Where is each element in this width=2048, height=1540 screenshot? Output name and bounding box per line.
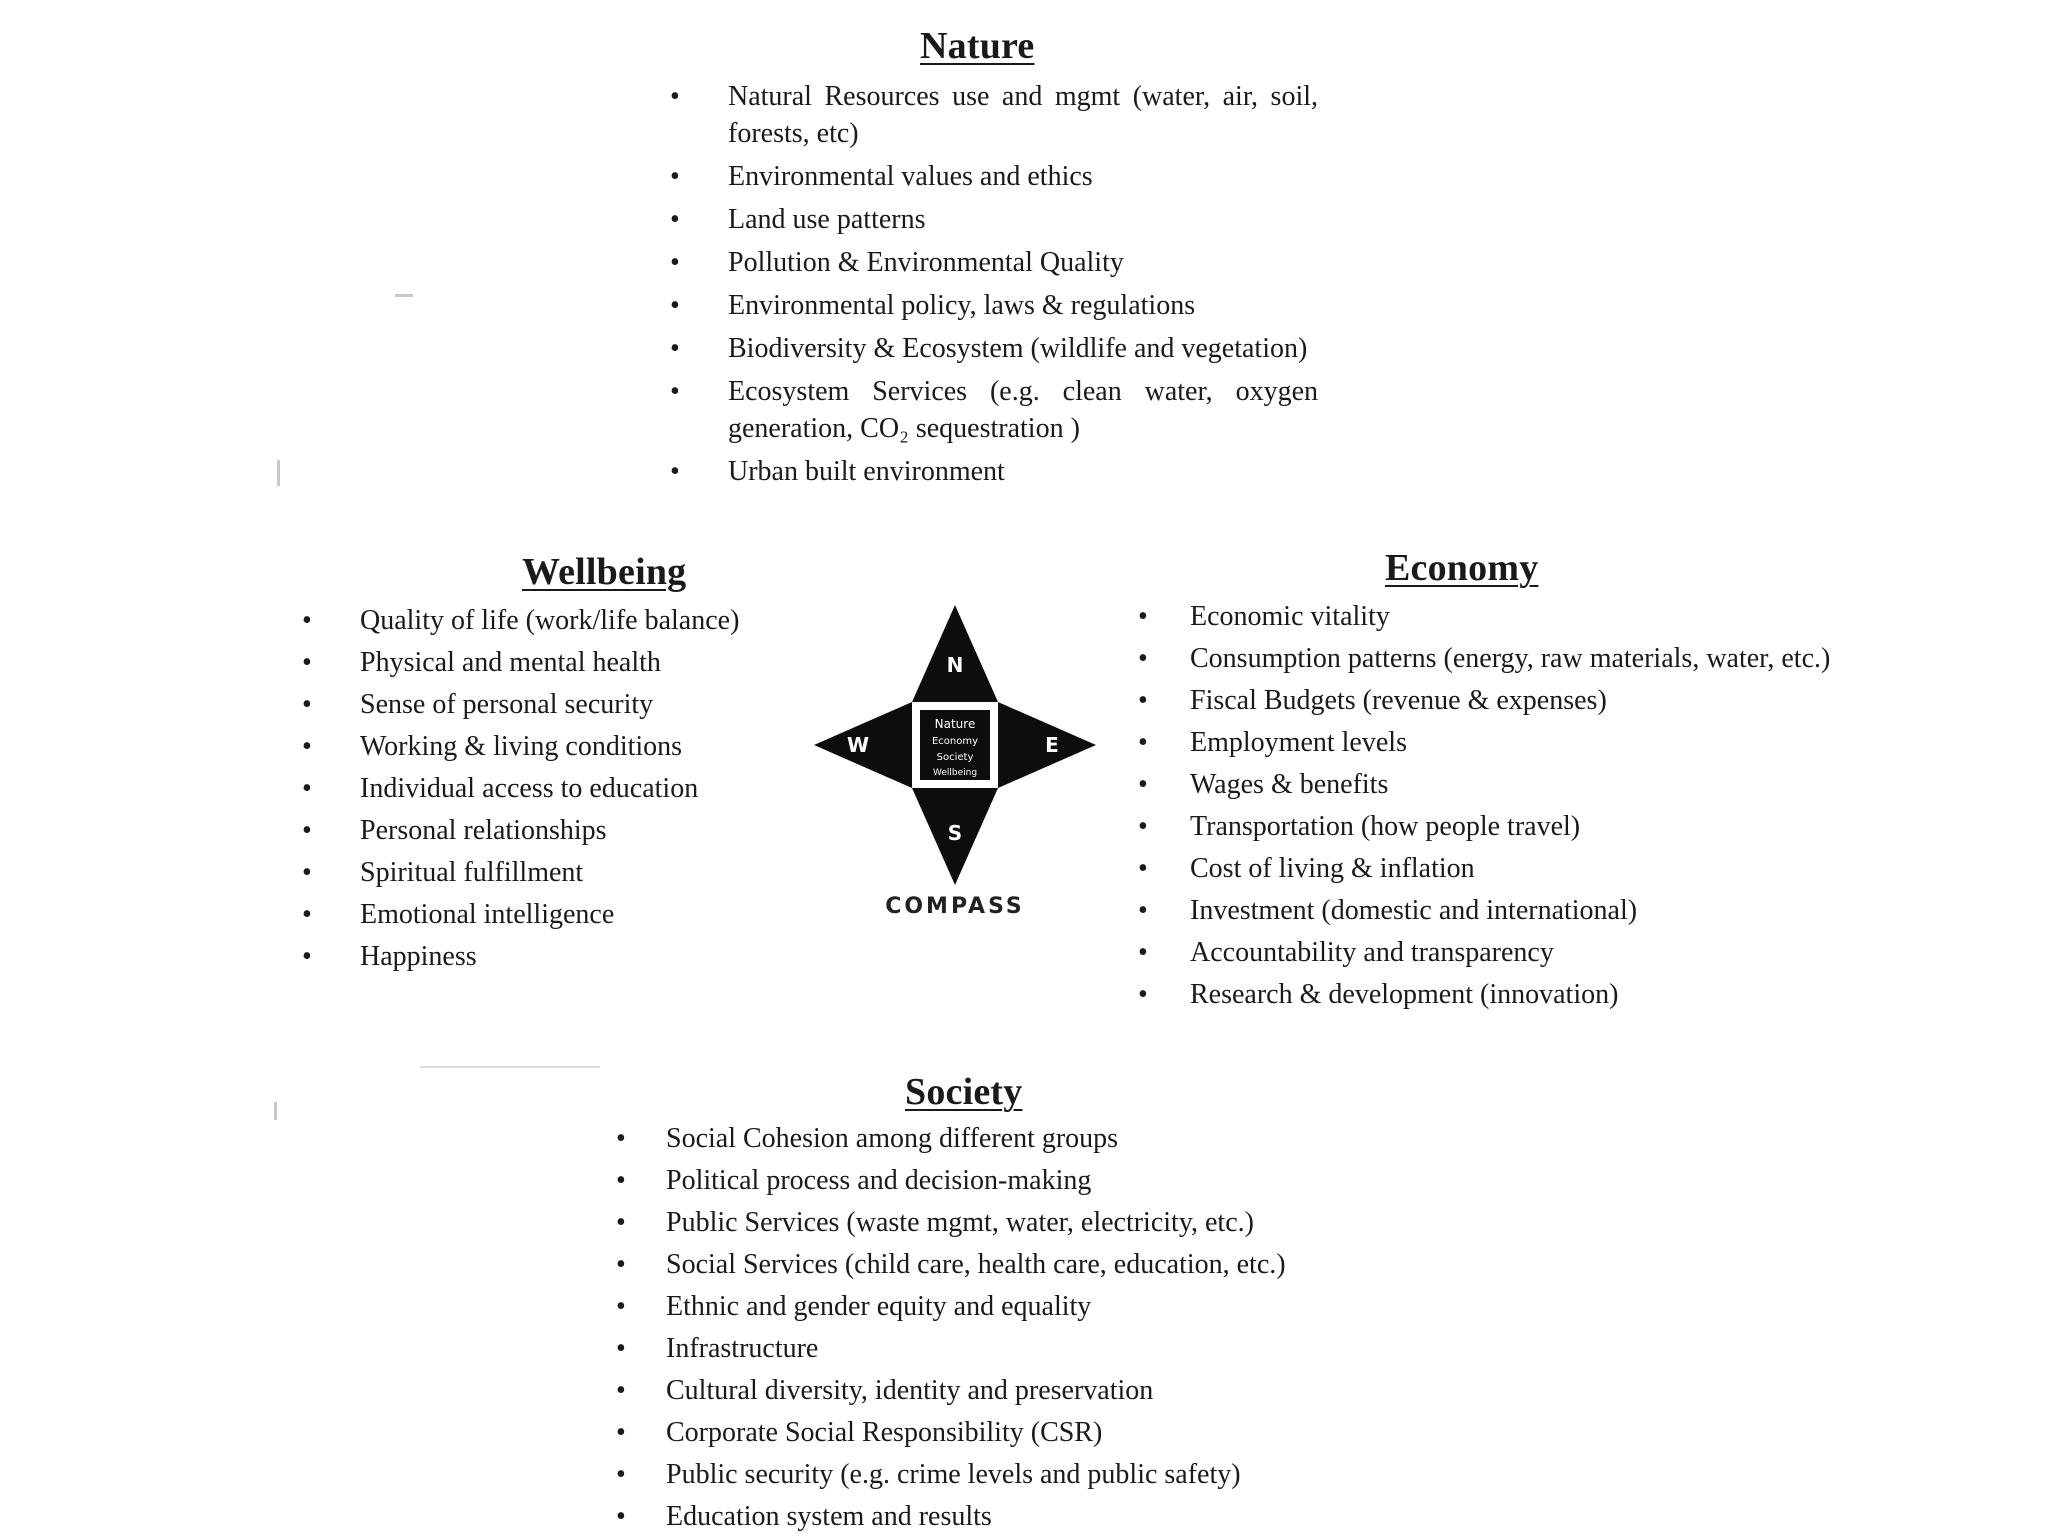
- bullet-icon: •: [670, 81, 680, 112]
- bullet-icon: •: [670, 456, 680, 487]
- list-item: [670, 158, 1318, 195]
- bullet-icon: •: [616, 1417, 626, 1448]
- list-item: [670, 78, 1318, 152]
- bullet-icon: •: [1138, 601, 1148, 632]
- bullet-icon: •: [1138, 685, 1148, 716]
- list-item-text: Investment (domestic and international): [1190, 895, 1638, 926]
- list-item: [616, 1456, 1426, 1493]
- bullet-icon: •: [302, 605, 312, 636]
- list-item-text: Research & development (innovation): [1190, 979, 1619, 1010]
- list-item-text: Quality of life (work/life balance): [360, 605, 740, 636]
- list-item-text: Economic vitality: [1190, 601, 1390, 632]
- society-section: [0, 1060, 2048, 1536]
- bullet-icon: •: [302, 815, 312, 846]
- bullet-icon: •: [670, 376, 680, 407]
- bullet-icon: •: [670, 161, 680, 192]
- bullet-icon: •: [302, 773, 312, 804]
- bullet-icon: •: [302, 647, 312, 678]
- list-item-text: Transportation (how people travel): [1190, 811, 1581, 842]
- list-item-text: Corporate Social Responsibility (CSR): [666, 1417, 1103, 1448]
- bullet-icon: •: [302, 689, 312, 720]
- bullet-icon: •: [302, 857, 312, 888]
- compass-center-line: Society: [936, 752, 974, 763]
- list-item-text: Environmental values and ethics: [728, 161, 1093, 192]
- list-item: [616, 1330, 1426, 1367]
- list-item: [670, 373, 1318, 447]
- list-item: [1138, 850, 1850, 887]
- bullet-icon: •: [670, 204, 680, 235]
- list-item: [302, 644, 790, 681]
- list-item-text: Happiness: [360, 941, 477, 972]
- bullet-icon: •: [1138, 811, 1148, 842]
- society-heading: Society: [905, 1071, 1023, 1113]
- bullet-icon: •: [1138, 895, 1148, 926]
- bullet-icon: •: [670, 247, 680, 278]
- list-item-text: Physical and mental health: [360, 647, 661, 678]
- list-item-text: Sense of personal security: [360, 689, 654, 720]
- list-item: [302, 854, 790, 891]
- list-item-text: Ethnic and gender equity and equality: [666, 1291, 1092, 1322]
- list-item-text: Urban built environment: [728, 456, 1005, 487]
- bullet-icon: •: [616, 1501, 626, 1532]
- list-item-text: Emotional intelligence: [360, 899, 615, 930]
- compass-south-letter: S: [947, 821, 963, 845]
- list-item-text: Working & living conditions: [360, 731, 683, 762]
- list-item: [302, 686, 790, 723]
- list-item: [302, 938, 790, 975]
- scan-smudge: [420, 1066, 600, 1068]
- list-item-text: Natural Resources use and mgmt (water, air, soil, forests, etc): [728, 81, 1318, 149]
- list-item: [302, 728, 790, 765]
- list-item: [670, 244, 1318, 281]
- bullet-icon: •: [616, 1123, 626, 1154]
- list-item: [1138, 640, 1850, 677]
- list-item-text: Environmental policy, laws & regulations: [728, 290, 1196, 321]
- list-item-text: Cultural diversity, identity and preservation: [666, 1375, 1154, 1406]
- list-item-text: Accountability and transparency: [1190, 937, 1554, 968]
- bullet-icon: •: [670, 290, 680, 321]
- list-item: [302, 770, 790, 807]
- list-item: [616, 1120, 1426, 1157]
- list-item: [1138, 598, 1850, 635]
- list-item-text: Political process and decision-making: [666, 1165, 1092, 1196]
- list-item: [670, 201, 1318, 238]
- list-item-text: Pollution & Environmental Quality: [728, 247, 1124, 278]
- list-item: [670, 287, 1318, 324]
- bullet-icon: •: [616, 1207, 626, 1238]
- bullet-icon: •: [1138, 979, 1148, 1010]
- bullet-icon: •: [1138, 727, 1148, 758]
- scan-smudge: [395, 294, 413, 297]
- wellbeing-list: [302, 602, 790, 980]
- list-item: [1138, 682, 1850, 719]
- compass-diagram: [810, 600, 1100, 930]
- list-item-text: Public Services (waste mgmt, water, electricity, etc.): [666, 1207, 1254, 1238]
- list-item: [670, 453, 1318, 490]
- list-item: [616, 1372, 1426, 1409]
- list-item-text: Fiscal Budgets (revenue & expenses): [1190, 685, 1607, 716]
- list-item: [616, 1162, 1426, 1199]
- list-item-text: Biodiversity & Ecosystem (wildlife and vegetation): [728, 333, 1308, 364]
- list-item-text: Social Services (child care, health care, education, etc.): [666, 1249, 1286, 1280]
- economy-section: [1100, 540, 2048, 1060]
- list-item: [616, 1414, 1426, 1451]
- bullet-icon: •: [1138, 853, 1148, 884]
- list-item: [1138, 724, 1850, 761]
- list-item-text: Education system and results: [666, 1501, 992, 1532]
- list-item: [302, 812, 790, 849]
- bullet-icon: •: [1138, 769, 1148, 800]
- bullet-icon: •: [616, 1375, 626, 1406]
- list-item: [616, 1204, 1426, 1241]
- compass-west-letter: W: [846, 733, 870, 757]
- economy-heading: Economy: [1385, 547, 1539, 589]
- list-item: [1138, 934, 1850, 971]
- nature-heading: Nature: [920, 25, 1035, 67]
- scan-smudge: [274, 1102, 277, 1120]
- list-item-text: Employment levels: [1190, 727, 1407, 758]
- bullet-icon: •: [616, 1291, 626, 1322]
- list-item-text: Land use patterns: [728, 204, 926, 235]
- list-item: [616, 1246, 1426, 1283]
- bullet-icon: •: [302, 941, 312, 972]
- list-item: [302, 896, 790, 933]
- list-item: [670, 330, 1318, 367]
- bullet-icon: •: [670, 333, 680, 364]
- list-item: [616, 1498, 1426, 1535]
- scan-smudge: [277, 460, 280, 486]
- society-list: [616, 1120, 1426, 1540]
- list-item: [1138, 808, 1850, 845]
- list-item: [616, 1288, 1426, 1325]
- list-item: [1138, 766, 1850, 803]
- bullet-icon: •: [616, 1249, 626, 1280]
- nature-list: [670, 78, 1318, 496]
- list-item-text: Public security (e.g. crime levels and public safety): [666, 1459, 1241, 1490]
- compass-rose-icon: [810, 600, 1100, 890]
- nature-section: [0, 0, 2048, 520]
- bullet-icon: •: [1138, 643, 1148, 674]
- list-item-text: Cost of living & inflation: [1190, 853, 1475, 884]
- compass-east-letter: E: [1045, 733, 1059, 757]
- list-item-text: Personal relationships: [360, 815, 607, 846]
- economy-list: [1138, 598, 1850, 1018]
- bullet-icon: •: [616, 1333, 626, 1364]
- list-item-text: Individual access to education: [360, 773, 699, 804]
- compass-north-letter: N: [946, 653, 964, 677]
- bullet-icon: •: [616, 1459, 626, 1490]
- bullet-icon: •: [1138, 937, 1148, 968]
- compass-center-line: Wellbeing: [932, 768, 978, 778]
- list-item-text: Ecosystem Services (e.g. clean water, oxygen generation, CO₂ sequestration ): [728, 376, 1318, 444]
- bullet-icon: •: [302, 731, 312, 762]
- compass-center-line: Economy: [931, 736, 979, 747]
- compass-label: COMPASS: [885, 894, 1025, 919]
- list-item: [302, 602, 790, 639]
- list-item-text: Spiritual fulfillment: [360, 857, 584, 888]
- list-item: [1138, 892, 1850, 929]
- list-item-text: Wages & benefits: [1190, 769, 1389, 800]
- wellbeing-heading: Wellbeing: [522, 551, 687, 593]
- list-item-text: Consumption patterns (energy, raw materials, water, etc.): [1190, 643, 1831, 674]
- bullet-icon: •: [616, 1165, 626, 1196]
- list-item-text: Social Cohesion among different groups: [666, 1123, 1119, 1154]
- compass-center-line: Nature: [934, 717, 976, 731]
- list-item-text: Infrastructure: [666, 1333, 819, 1364]
- wellbeing-section: [0, 540, 800, 990]
- bullet-icon: •: [302, 899, 312, 930]
- list-item: [1138, 976, 1850, 1013]
